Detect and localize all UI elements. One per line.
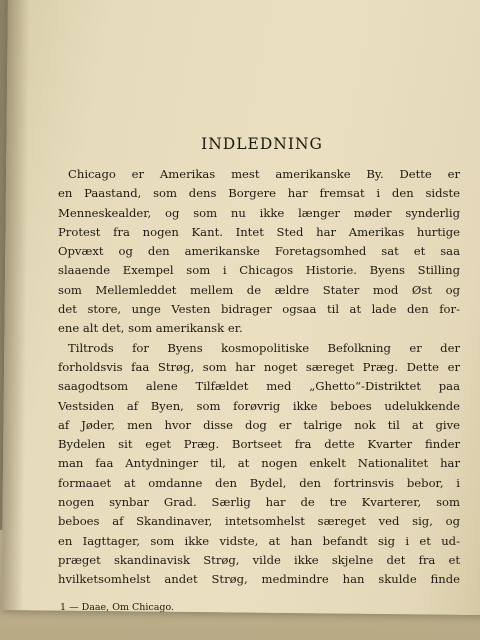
text-line: det store, unge Vesten bidrager ogsaa til at lade den for- xyxy=(58,302,460,317)
text-line: Vestsiden af Byen, som forøvrig ikke beboes udelukkende xyxy=(58,398,460,413)
text-line: hvilketsomhelst andet Strøg, medmindre han skulde finde xyxy=(58,572,460,587)
text-line: Protest fra nogen Kant. Intet Sted har Amerikas hurtige xyxy=(58,224,460,239)
text-line: saagodtsom alene Tilfældet med „Ghetto“-Distriktet paa xyxy=(58,379,460,394)
text-line: beboes af Skandinaver, intetsomhelst særeget ved sig, og xyxy=(58,514,460,529)
text-line: en Iagttager, som ikke vidste, at han befandt sig i et ud- xyxy=(58,533,460,548)
text-line: en Paastand, som dens Borgere har fremsat i den sidste xyxy=(58,186,460,201)
text-line: Tiltrods for Byens kosmopolitiske Befolkning er der xyxy=(68,340,460,355)
text-line: slaaende Exempel som i Chicagos Historie. Byens Stilling xyxy=(58,263,460,278)
text-line: af Jøder, men hvor disse dog er talrige nok til at give xyxy=(58,417,460,432)
text-line: Opvæxt og den amerikanske Foretagsomhed sat et saa xyxy=(58,244,460,259)
text-line: præget skandinavisk Strøg, vilde ikke skjelne det fra et xyxy=(58,552,460,567)
text-line: nogen synbar Grad. Særlig har de tre Kvarterer, som xyxy=(58,495,460,510)
paragraph-2 xyxy=(58,339,460,590)
chapter-heading: INDLEDNING xyxy=(201,135,323,153)
footnote: 1 — Daae, Om Chicago. xyxy=(60,601,175,613)
text-line: man faa Antydninger til, at nogen enkelt Nationalitet har xyxy=(58,456,460,471)
text-line: Menneskealder, og som nu ikke længer møder synderlig xyxy=(58,205,460,220)
text-line: som Mellemleddet mellem de ældre Stater mod Øst og xyxy=(58,282,460,297)
paragraph-1 xyxy=(58,165,460,339)
text-line: formaaet at omdanne den Bydel, den fortrinsvis bebor, i xyxy=(58,475,460,490)
page-text xyxy=(58,135,460,613)
text-line: Chicago er Amerikas mest amerikanske By. Dette er xyxy=(68,167,460,181)
text-line: forholdsvis faa Strøg, som har noget særeget Præg. Dette er xyxy=(58,359,460,374)
text-line: ene alt det, som amerikansk er. xyxy=(58,321,243,336)
text-line: Bydelen sit eget Præg. Bortseet fra dette Kvarter finder xyxy=(58,437,460,452)
